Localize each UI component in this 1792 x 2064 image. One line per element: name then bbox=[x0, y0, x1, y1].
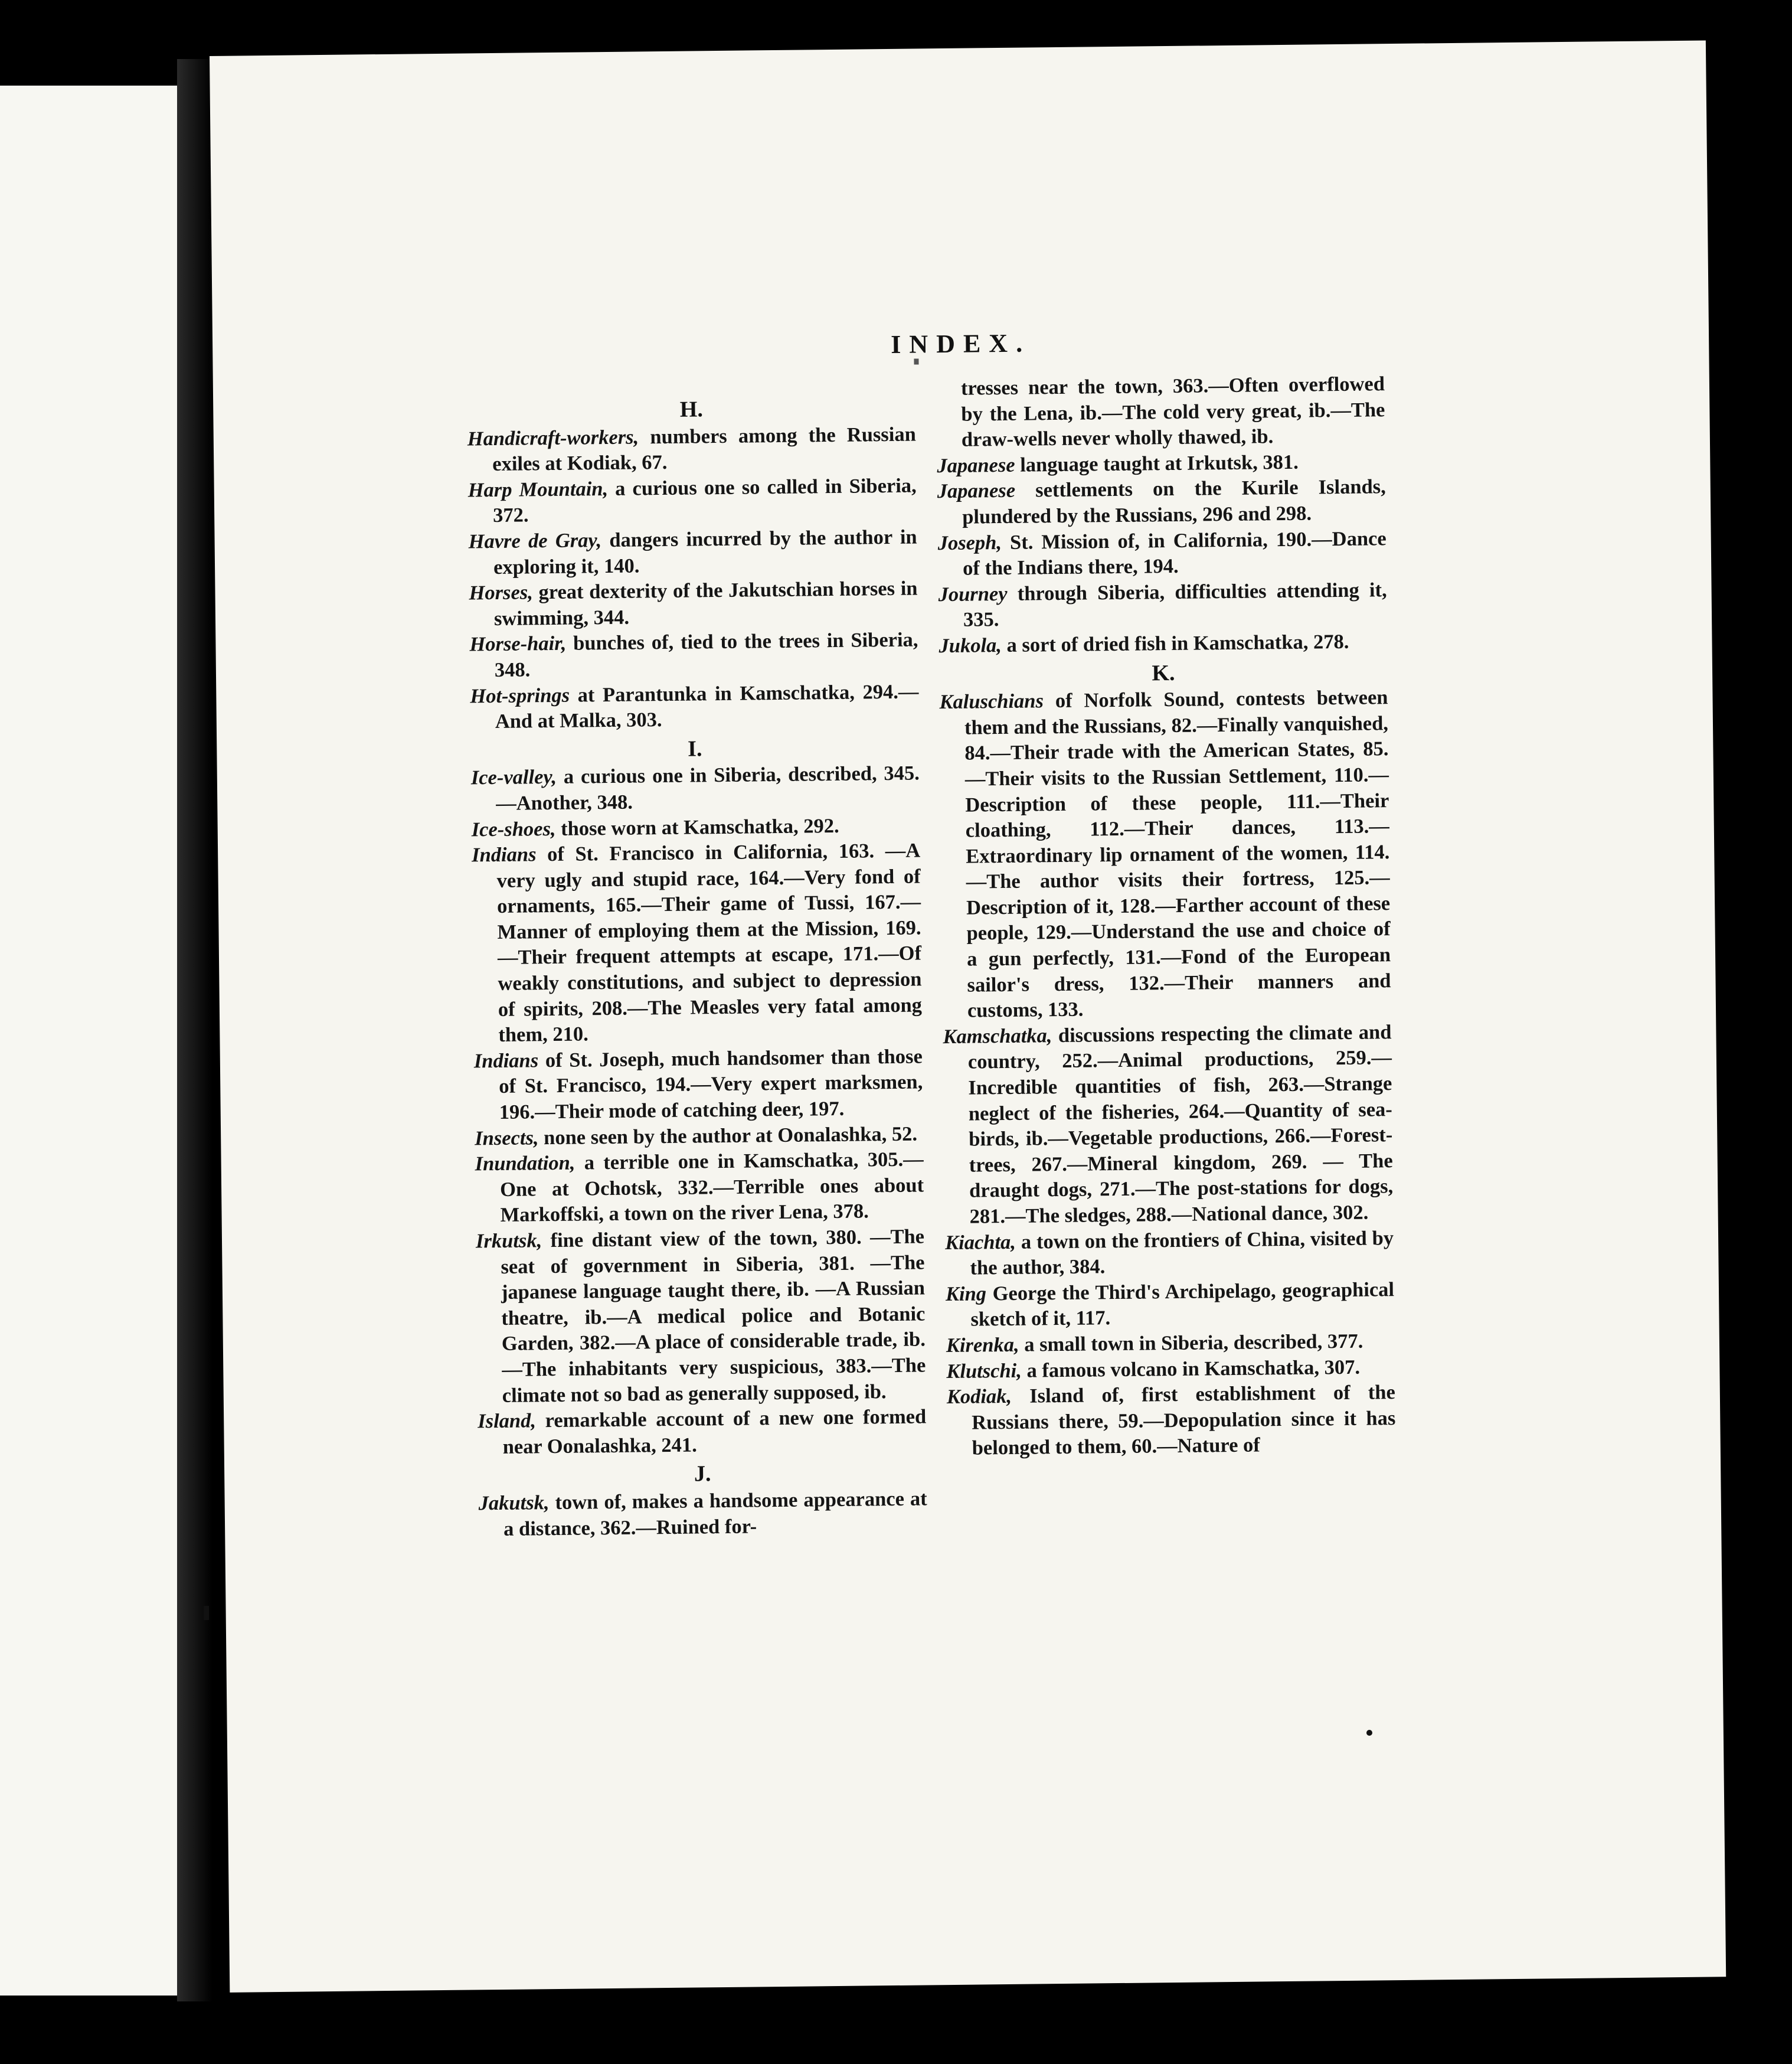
index-column-left bbox=[467, 391, 927, 1543]
index-entry bbox=[468, 473, 917, 529]
index-entry bbox=[474, 1044, 923, 1126]
entry-heading: Indians bbox=[473, 1049, 539, 1073]
index-entry bbox=[472, 838, 923, 1049]
entry-text: of St. Joseph, much handsomer than those of St. Francisco, 194.—Very expert marksmen, 196.—Their mode of catching deer, 197. bbox=[499, 1045, 923, 1124]
left-page-edge bbox=[0, 86, 177, 1996]
index-entry-continuation: tresses near the town, 363.—Often overflowed by the Lena, ib.—The cold very great, ib.—The draw-wells never wholly thawed, ib. bbox=[960, 373, 1385, 451]
entry-text: a famous volcano in Kamschatka, 307. bbox=[1021, 1356, 1361, 1382]
entry-text: discussions respecting the climate and country, 252.—Animal productions, 259.—Incredible quantities of fish, 263.—Strange neglect of the fisheries, 264.—Quantity of sea-birds, ib.—Vegetable productions, 266.—Forest-trees, 267.—Mineral kingdom, 269. — The draught dogs, 271.—The post-stations for dogs, 281.—The sledges, 288.—National dance, 302. bbox=[967, 1020, 1394, 1228]
entry-heading: Journey bbox=[938, 582, 1008, 606]
index-entry bbox=[478, 1405, 927, 1461]
entry-heading: Jakutsk, bbox=[478, 1491, 550, 1515]
entry-heading: Island, bbox=[478, 1409, 537, 1433]
gutter-shadow bbox=[177, 59, 212, 2001]
entry-text: remarkable account of a new one formed near Oonalashka, 241. bbox=[502, 1405, 927, 1458]
entry-text: a curious one in Siberia, described, 345.—Another, 348. bbox=[496, 762, 920, 815]
entry-heading: Insects, bbox=[475, 1126, 539, 1150]
entry-heading: Japanese bbox=[937, 453, 1015, 477]
index-entry bbox=[938, 629, 1387, 659]
page-title: INDEX. bbox=[891, 328, 1031, 359]
entry-text: fine distant view of the town, 380. —The seat of government in Siberia, 381. —The japanese language taught there, ib. —A Russian theatre, ib.—A medical police and Botanic Garden, 382.—A place of considerable trade, ib.—The inhabitants very suspicious, 383.—The climate not so bad as generally supposed, ib. bbox=[501, 1225, 926, 1407]
index-entry bbox=[943, 1020, 1394, 1230]
ink-speck bbox=[914, 358, 918, 364]
entry-text: at Parantunka in Kamschatka, 294.—And at Malka, 303. bbox=[495, 680, 919, 733]
section-letter: H. bbox=[679, 397, 704, 422]
index-entry bbox=[946, 1277, 1395, 1333]
entry-heading: Kamschatka, bbox=[943, 1024, 1052, 1048]
index-column-right bbox=[936, 371, 1396, 1462]
index-entry bbox=[946, 1328, 1395, 1359]
index-entry bbox=[478, 1486, 927, 1542]
entry-heading: Inundation, bbox=[475, 1151, 575, 1175]
entry-text: bunches of, tied to the trees in Siberia, 348. bbox=[494, 628, 918, 681]
entry-heading: Horse-hair, bbox=[469, 632, 567, 656]
index-entry bbox=[468, 524, 917, 580]
entry-text: through Siberia, difficulties attending it, 335. bbox=[963, 578, 1387, 632]
entry-heading: Joseph, bbox=[937, 531, 1002, 554]
index-entry bbox=[471, 761, 920, 817]
entry-text: great dexterity of the Jakutschian horses in swimming, 344. bbox=[493, 577, 918, 630]
entry-heading: Irkutsk, bbox=[475, 1229, 542, 1253]
index-entry bbox=[476, 1224, 926, 1409]
entry-text: settlements on the Kurile Islands, plundered by the Russians, 296 and 298. bbox=[962, 475, 1386, 528]
entry-heading: Horses, bbox=[469, 581, 534, 605]
entry-text: George the Third's Archipelago, geographical sketch of it, 117. bbox=[970, 1278, 1395, 1331]
entry-text: a small town in Siberia, described, 377. bbox=[1019, 1330, 1363, 1356]
index-entry bbox=[945, 1226, 1394, 1282]
entry-heading: Ice-shoes, bbox=[471, 817, 556, 841]
entry-text: Island of, first establishment of the Russians there, 59.—Depopulation since it has belonged to them, 60.—Nature of bbox=[972, 1381, 1396, 1459]
entry-heading: Handicraft-workers, bbox=[467, 426, 639, 450]
entry-text: numbers among the Russian exiles at Kodiak, 67. bbox=[492, 423, 916, 476]
entry-heading: Ice-valley, bbox=[470, 766, 557, 789]
entry-text: of St. Francisco in California, 163. —A very ugly and stupid race, 164.—Very fond of ornaments, 165.—Their game of Tussi, 167.—Manner of employing them at the Mission, 169.—Their frequent attempts at escape, 171.—Of weakly constitutions, and subject to depression of spirits, 208.—The Measles very fatal among them, 210. bbox=[496, 839, 923, 1047]
page-content bbox=[210, 40, 1726, 1992]
entry-heading: Hot-springs bbox=[470, 684, 570, 707]
entry-text: St. Mission of, in California, 190.—Dance of the Indians there, 194. bbox=[962, 527, 1386, 580]
index-entry bbox=[947, 1380, 1396, 1462]
index-entry bbox=[938, 577, 1387, 633]
ink-mark bbox=[204, 1606, 209, 1620]
entry-heading: Kodiak, bbox=[946, 1385, 1012, 1409]
entry-heading: Klutschi, bbox=[946, 1359, 1022, 1383]
index-entry bbox=[939, 685, 1391, 1024]
section-letter: I. bbox=[687, 736, 702, 762]
index-entry bbox=[469, 576, 918, 632]
entry-text: a terrible one in Kamschatka, 305.—One at Ochotsk, 332.—Terrible ones about Markoffski, a town on the river Lena, 378. bbox=[499, 1148, 924, 1227]
index-entry bbox=[937, 526, 1386, 582]
entry-heading: Kaluschians bbox=[939, 690, 1044, 714]
entry-heading: Kiachta, bbox=[944, 1230, 1016, 1254]
index-entry bbox=[937, 475, 1386, 531]
entry-heading: King bbox=[945, 1282, 987, 1305]
index-entry bbox=[475, 1147, 924, 1229]
entry-heading: Indians bbox=[471, 843, 537, 867]
entry-text: none seen by the author at Oonalashka, 52. bbox=[538, 1122, 918, 1149]
entry-heading: Havre de Gray, bbox=[468, 529, 602, 553]
index-entry bbox=[467, 422, 917, 478]
entry-heading: Harp Mountain, bbox=[467, 477, 609, 502]
entry-heading: Japanese bbox=[937, 479, 1016, 503]
entry-text: town of, makes a handsome appearance at a distance, 362.—Ruined for- bbox=[503, 1487, 927, 1540]
entry-text: dangers incurred by the author in exploring it, 140. bbox=[493, 525, 917, 579]
entry-text: a curious one so called in Siberia, 372. bbox=[492, 474, 917, 527]
index-page bbox=[210, 40, 1726, 1992]
entry-heading: Jukola, bbox=[938, 633, 1002, 658]
index-entry bbox=[470, 679, 919, 735]
ink-dot bbox=[1366, 1730, 1372, 1736]
section-letter: K. bbox=[1152, 660, 1175, 685]
section-letter: J. bbox=[694, 1461, 711, 1487]
entry-text: a town on the frontiers of China, visited by the author, 384. bbox=[970, 1226, 1394, 1279]
entry-text: language taught at Irkutsk, 381. bbox=[1015, 450, 1299, 476]
entry-text: of Norfolk Sound, contests between them and the Russians, 82.—Finally vanquished, 84.—Their trade with the American States, 85.—Their visits to the Russian Settlement, 110.—Description of these people, 111.—Their cloathing, 112.—Their dances, 113.—Extraordinary lip ornament of the women, 114.—The author visits their fortress, 125.—Description of it, 128.—Farther account of these people, 129.—Understand the use and choice of a gun perfectly, 131.—Fond of the European sailor's dress, 132.—Their manners and customs, 133. bbox=[964, 686, 1391, 1022]
index-entry bbox=[469, 628, 918, 684]
entry-text: a sort of dried fish in Kamschatka, 278. bbox=[1001, 630, 1349, 657]
entry-text: those worn at Kamschatka, 292. bbox=[555, 814, 839, 840]
entry-heading: Kirenka, bbox=[946, 1333, 1019, 1357]
